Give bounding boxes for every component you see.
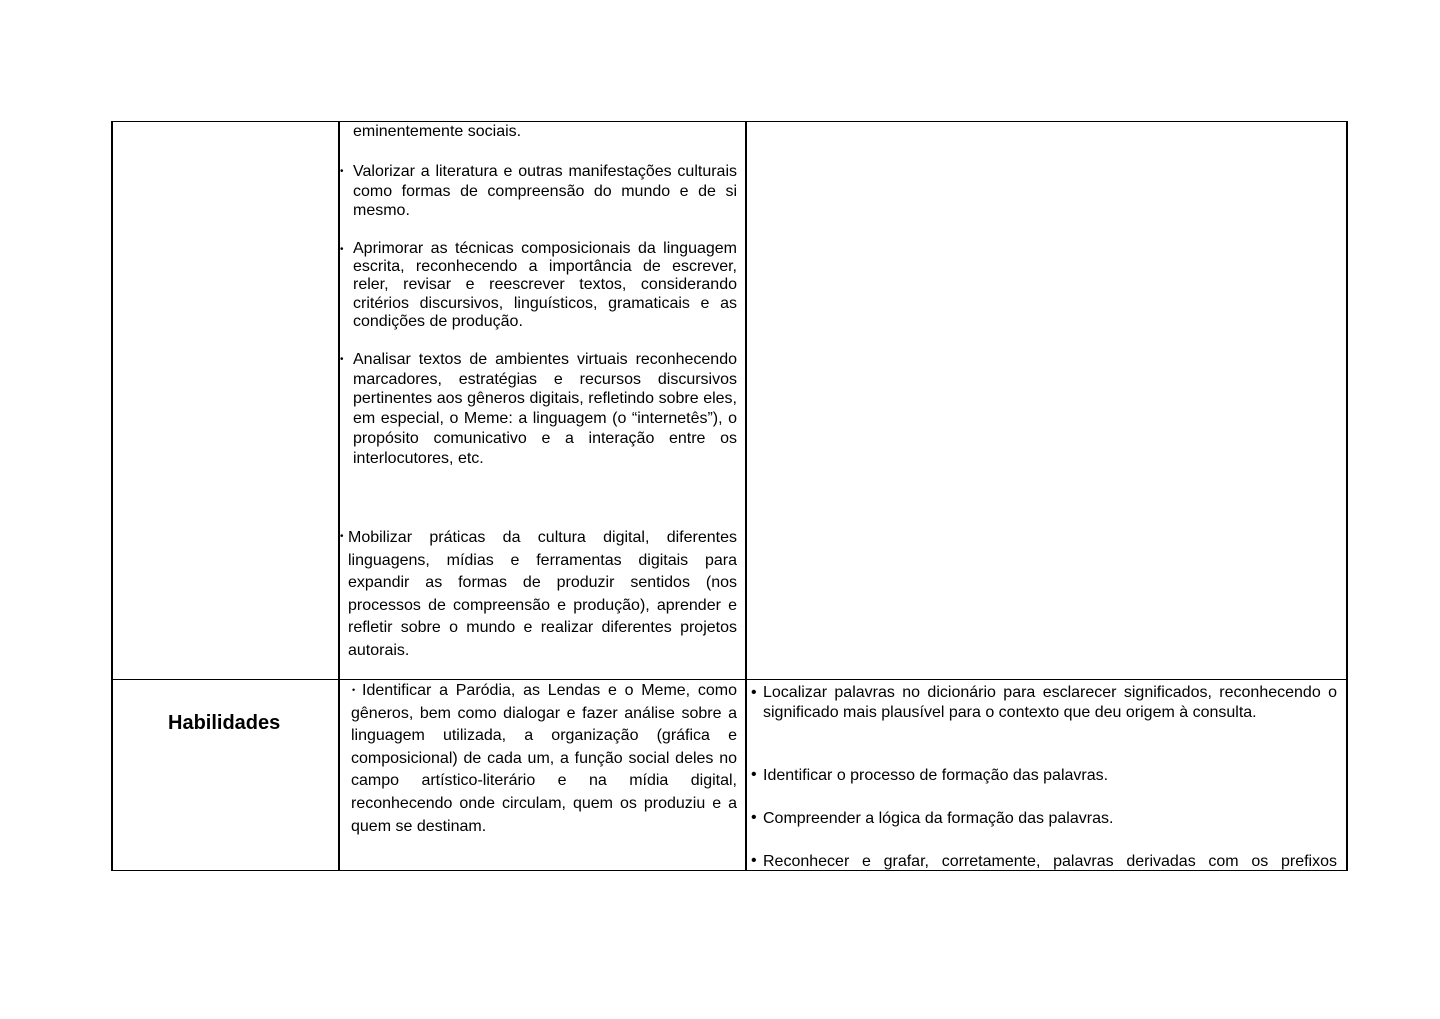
skill-detail-item	[751, 766, 1337, 786]
bullet-icon: •	[340, 354, 344, 365]
bullet-icon: •	[751, 684, 757, 701]
bullet-icon: •	[340, 244, 344, 255]
row1-content-cell	[747, 122, 1346, 679]
row-label-habilidades: Habilidades	[168, 712, 281, 734]
skill-detail-item	[751, 852, 1337, 870]
bullet-icon: •	[352, 685, 356, 695]
skill-detail-text: Localizar palavras no dicionário para esclarecer significados, reconhecendo o significado mais plausível para o contexto que deu origem à consulta.	[763, 684, 1337, 721]
row2-skills-cell	[340, 680, 745, 870]
bullet-icon: •	[340, 531, 344, 542]
bullet-icon: •	[751, 852, 757, 869]
objective-item	[340, 527, 737, 663]
table-right-border	[1346, 121, 1348, 871]
objective-text: Valorizar a literatura e outras manifestações culturais como formas de compreensão do mundo e de si mesmo.	[353, 163, 737, 219]
row1-objectives-cell	[340, 122, 745, 679]
objective-item	[340, 350, 737, 468]
skill-detail-text: Identificar o processo de formação das palavras.	[763, 767, 1109, 784]
objective-item	[340, 162, 737, 221]
objective-continuation: eminentemente sociais.	[353, 123, 522, 140]
bullet-icon: •	[340, 166, 344, 177]
skill-detail-item	[751, 683, 1337, 723]
objective-item	[340, 240, 737, 331]
skill-text: Identificar a Paródia, as Lendas e o Meme, como gêneros, bem como dialogar e fazer análise sobre a linguagem utilizada, a organização (gráfica e composicional) de cada um, a função social deles no campo artístico-literário e na mídia digital, reconhecendo onde circulam, quem os produziu e a quem se destinam.	[351, 682, 737, 835]
curriculum-table	[111, 121, 1348, 871]
objective-text: Mobilizar práticas da cultura digital, diferentes linguagens, mídias e ferramentas digitais para expandir as formas de produzir sentidos (nos processos de compreensão e produção), aprender e refletir sobre o mundo e realizar diferentes projetos autorais.	[348, 529, 737, 659]
objective-text: Aprimorar as técnicas composicionais da linguagem escrita, reconhecendo a importância de escrever, reler, revisar e reescrever textos, considerando critérios discursivos, linguísticos, gramaticais e as condições de produção.	[353, 240, 737, 330]
row2-skills-detail-cell	[747, 680, 1346, 870]
skill-detail-item	[751, 809, 1337, 829]
objective-text: Analisar textos de ambientes virtuais reconhecendo marcadores, estratégias e recursos discursivos pertinentes aos gêneros digitais, refletindo sobre eles, em especial, o Meme: a linguagem (o “internetês”), o propósito comunicativo e a interação entre os interlocutores, etc.	[353, 351, 737, 467]
bullet-icon: •	[751, 809, 757, 826]
bullet-icon: •	[751, 766, 757, 783]
skill-item	[351, 680, 737, 838]
table-bottom-border	[111, 870, 1348, 871]
skill-detail-text: Compreender a lógica da formação das palavras.	[763, 810, 1114, 827]
row1-label-cell	[113, 122, 338, 679]
skill-detail-text: Reconhecer e grafar, corretamente, palavras derivadas com os prefixos	[763, 853, 1337, 870]
row2-label-cell	[113, 680, 338, 870]
